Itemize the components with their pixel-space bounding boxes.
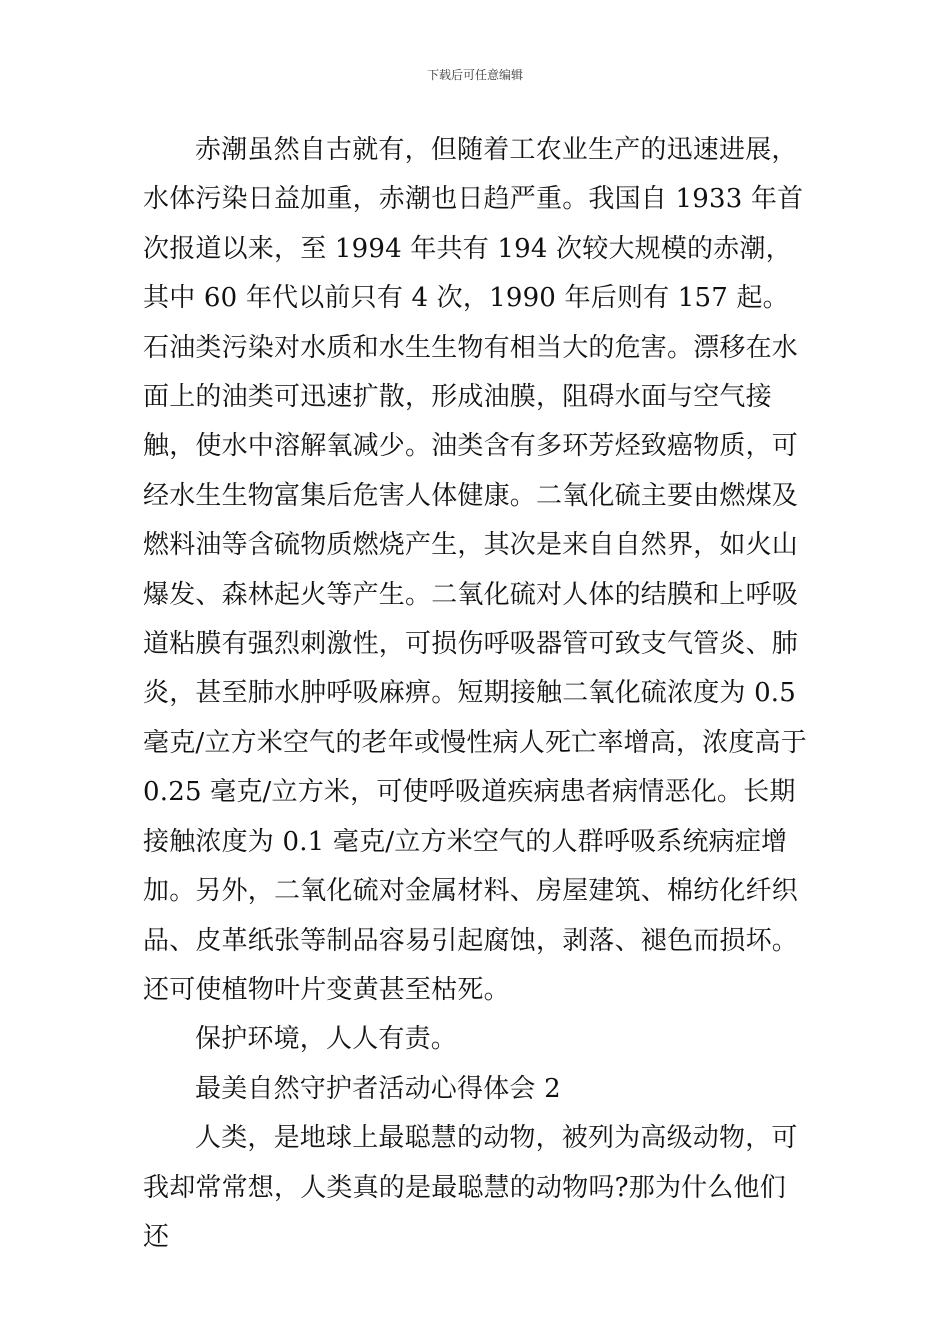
body-text xyxy=(143,126,811,1262)
paragraph-protect-environment: 保护环境，人人有责。 xyxy=(195,1024,458,1055)
paragraph-humans: 人类，是地球上最聪慧的动物，被列为高级动物，可我却常常想，人类真的是最聪慧的动物吗?那为什么他们还 xyxy=(143,1123,798,1252)
page-header: 下载后可任意编辑 xyxy=(426,68,523,82)
section-title: 最美自然守护者活动心得体会 2 xyxy=(195,1073,561,1104)
paragraph-red-tide-pollution: 赤潮虽然自古就有，但随着工农业生产的迅速进展，水体污染日益加重，赤潮也日趋严重。我国自 1933 年首次报道以来，至 1994 年共有 194 次较大规模的赤潮，其中 60 年代以前只有 4 次，1990 年后则有 157 起。石油类污染对水质和水生生物有相当大的危害。漂移在水面上的油类可迅速扩散，形成油膜，阻碍水面与空气接触，使水中溶解氧减少。油类含有多环芳烃致癌物质，可经水生生物富集后危害人体健康。二氧化硫主要由燃煤及燃料油等含硫物质燃烧产生，其次是来自自然界，如火山爆发、森林起火等产生。二氧化硫对人体的结膜和上呼吸道粘膜有强烈刺激性，可损伤呼吸器管可致支气管炎、肺炎，甚至肺水肿呼吸麻痹。短期接触二氧化硫浓度为 0.5 毫克/立方米空气的老年或慢性病人死亡率增高，浓度高于 0.25 毫克/立方米，可使呼吸道疾病患者病情恶化。长期接触浓度为 0.1 毫克/立方米空气的人群呼吸系统病症增加。另外，二氧化硫对金属材料、房屋建筑、棉纺化纤织品、皮革纸张等制品容易引起腐蚀，剥落、褪色而损坏。还可使植物叶片变黄甚至枯死。 xyxy=(143,135,807,1005)
